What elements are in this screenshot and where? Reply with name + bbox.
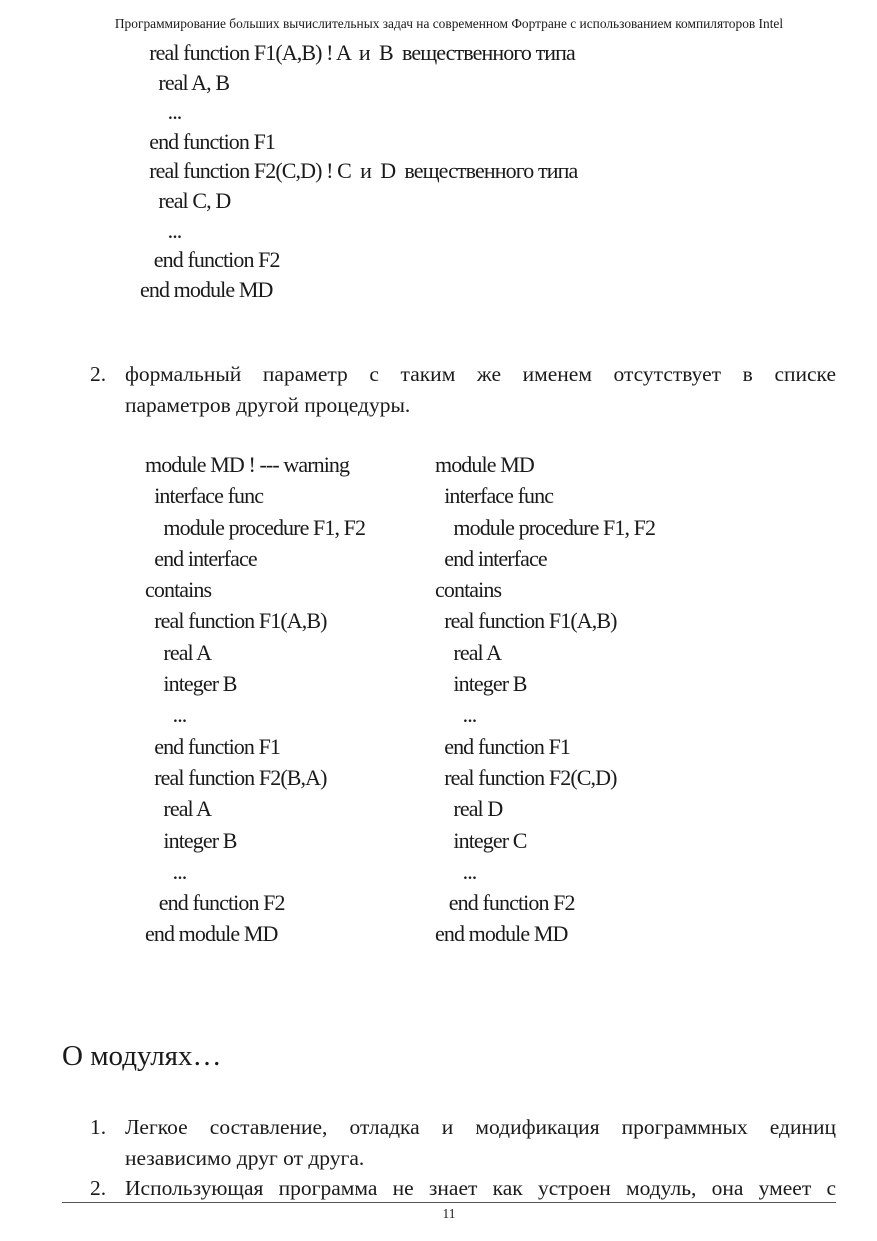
code-line: real C, D xyxy=(140,187,231,213)
page-number: 11 xyxy=(442,1206,456,1221)
code-line: ... xyxy=(435,858,477,884)
list-item-number: 1. xyxy=(90,1115,107,1139)
code-line: integer B xyxy=(145,671,237,697)
code-line: real function F2(C,D) xyxy=(435,764,617,790)
code-line: real function F2(B,A) xyxy=(145,764,327,790)
code-line: end module MD xyxy=(145,921,278,947)
code-line: interface func xyxy=(435,483,554,509)
code-line: ... xyxy=(435,702,477,728)
code-line: ... xyxy=(140,217,182,243)
code-line: end module MD xyxy=(140,276,273,302)
code-line: end function F2 xyxy=(435,890,575,916)
page-header: Программирование больших вычислительных задач на современном Фортране с использованием компиляторов Intel xyxy=(114,16,784,31)
code-line: ... xyxy=(140,99,182,125)
paragraph-item2-line1: формальный параметр с таким же именем отсутствует в списке xyxy=(125,362,836,386)
code-line: end function F2 xyxy=(140,247,280,273)
code-line: real function F1(A,B) xyxy=(435,608,617,634)
code-line: integer B xyxy=(435,671,527,697)
code-line: ... xyxy=(145,858,187,884)
list-item-1-line2: независимо друг от друга. xyxy=(125,1146,365,1170)
paragraph-item2-line2: параметров другой процедуры. xyxy=(125,393,411,417)
code-line: real function F1(A,B) ! A и B вещественного типа xyxy=(140,40,575,65)
code-line: real A xyxy=(145,796,212,822)
code-line: end interface xyxy=(145,545,257,571)
code-line: end function F1 xyxy=(140,128,276,154)
code-line: end function F1 xyxy=(145,733,281,759)
code-line: module MD ! --- warning xyxy=(145,452,350,477)
code-line: end interface xyxy=(435,545,547,571)
code-line: real A, B xyxy=(140,69,230,95)
code-line: contains xyxy=(145,577,212,603)
code-line: module procedure F1, F2 xyxy=(435,514,656,540)
code-line: real function F2(C,D) ! C и D вещественного типа xyxy=(140,158,578,184)
list-item-2-line1: Использующая программа не знает как устроен модуль, она умеет с xyxy=(125,1176,836,1200)
code-line: real A xyxy=(435,639,502,665)
list-item-number: 2. xyxy=(90,1176,107,1200)
code-line: real D xyxy=(435,796,503,822)
code-line: module MD xyxy=(435,452,534,477)
footer-rule xyxy=(62,1202,836,1203)
code-line: real A xyxy=(145,639,212,665)
code-line: ... xyxy=(145,702,187,728)
code-line: integer C xyxy=(435,827,527,853)
code-block-module-md-end xyxy=(140,38,577,304)
list-item-number: 2. xyxy=(90,362,107,386)
code-line: contains xyxy=(435,577,502,603)
code-line: end module MD xyxy=(435,921,568,947)
code-line: interface func xyxy=(145,483,264,509)
code-line: real function F1(A,B) xyxy=(145,608,327,634)
section-heading: О модулях… xyxy=(62,1040,222,1072)
list-item-1-line1: Легкое составление, отладка и модификация программных единиц xyxy=(125,1115,836,1139)
code-line: module procedure F1, F2 xyxy=(145,514,366,540)
code-line: end function F1 xyxy=(435,733,571,759)
code-line: integer B xyxy=(145,827,237,853)
code-block-left-warning xyxy=(145,449,365,950)
code-line: end function F2 xyxy=(145,890,285,916)
code-block-right-correct xyxy=(435,449,655,950)
